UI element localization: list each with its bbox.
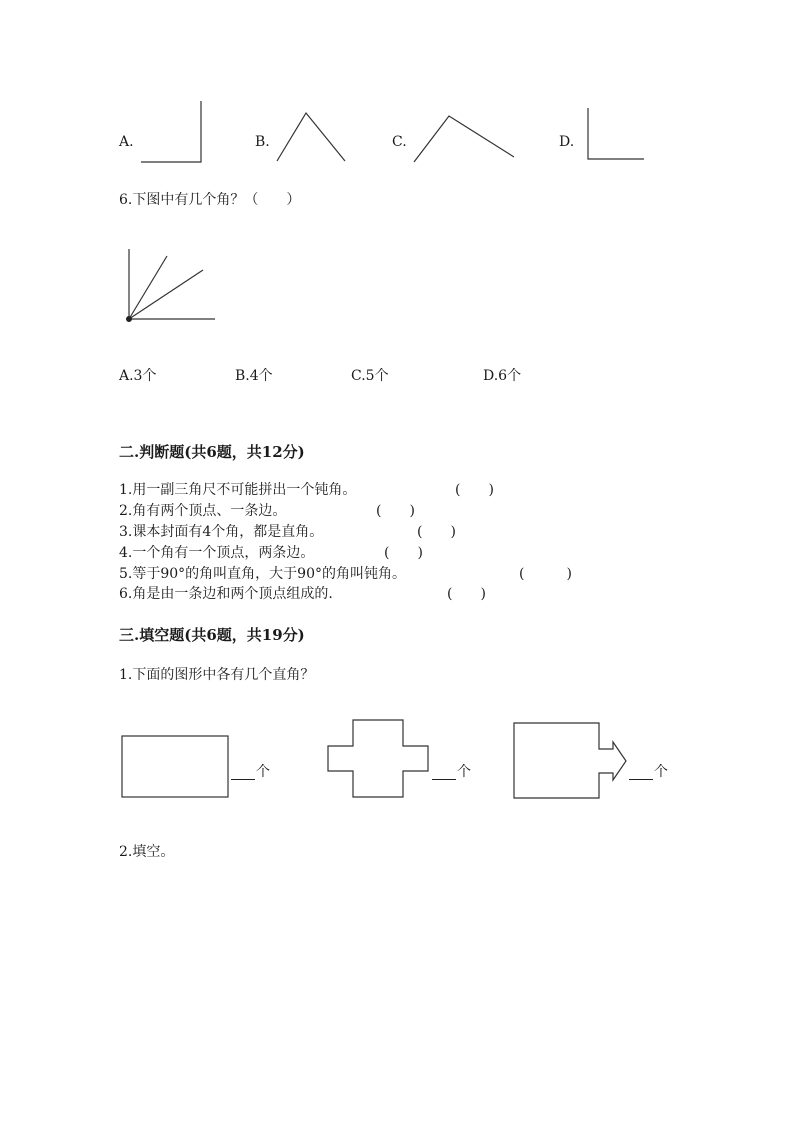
judge-item-1-text: 1.用一副三角尺不可能拼出一个钝角。: [119, 482, 357, 498]
fill-q2-text: 2.填空。: [119, 844, 175, 860]
q6-option-b: B.4个: [235, 368, 273, 384]
q6-question: 6.下图中有几个角？（ ）: [119, 192, 301, 208]
option-a-label: A.: [119, 134, 134, 150]
blank-2[interactable]: [432, 779, 456, 780]
judge-item-6-answer[interactable]: ( ): [447, 586, 486, 602]
blank-3[interactable]: [629, 779, 653, 780]
judge-item-3-text: 3.课本封面有4个角，都是直角。: [119, 524, 324, 540]
blank-1-unit: 个: [256, 764, 270, 780]
judge-item-6-text: 6.角是由一条边和两个顶点组成的.: [119, 586, 333, 602]
blank-3-unit: 个: [654, 764, 668, 780]
judge-item-2-text: 2.角有两个顶点、一条边。: [119, 503, 287, 519]
judge-item-5-text: 5.等于90°的角叫直角，大于90°的角叫钝角。: [119, 566, 406, 582]
blank-1[interactable]: [231, 779, 255, 780]
rectangle-shape: [122, 736, 228, 797]
section2-title: 二.判断题(共6题，共12分): [119, 443, 305, 461]
option-c-label: C.: [392, 134, 407, 150]
q6-option-a: A.3个: [119, 368, 157, 384]
option-d-label: D.: [559, 134, 575, 150]
judge-item-5-answer[interactable]: ( ): [519, 566, 572, 582]
judge-item-1-answer[interactable]: ( ): [455, 482, 494, 498]
cross-shape: [328, 720, 428, 797]
judge-item-3-answer[interactable]: ( ): [417, 524, 456, 540]
judge-item-2-answer[interactable]: ( ): [376, 503, 415, 519]
option-b-label: B.: [255, 134, 270, 150]
judge-item-4-text: 4.一个角有一个顶点，两条边。: [119, 545, 315, 561]
fill-q1-text: 1.下面的图形中各有几个直角？: [119, 667, 315, 683]
arrow-shape: [514, 723, 626, 798]
q6-option-c: C.5个: [351, 368, 389, 384]
blank-2-unit: 个: [457, 764, 471, 780]
judge-item-4-answer[interactable]: ( ): [384, 545, 423, 561]
section3-title: 三.填空题(共6题，共19分): [119, 626, 305, 644]
q6-option-d: D.6个: [483, 368, 522, 384]
